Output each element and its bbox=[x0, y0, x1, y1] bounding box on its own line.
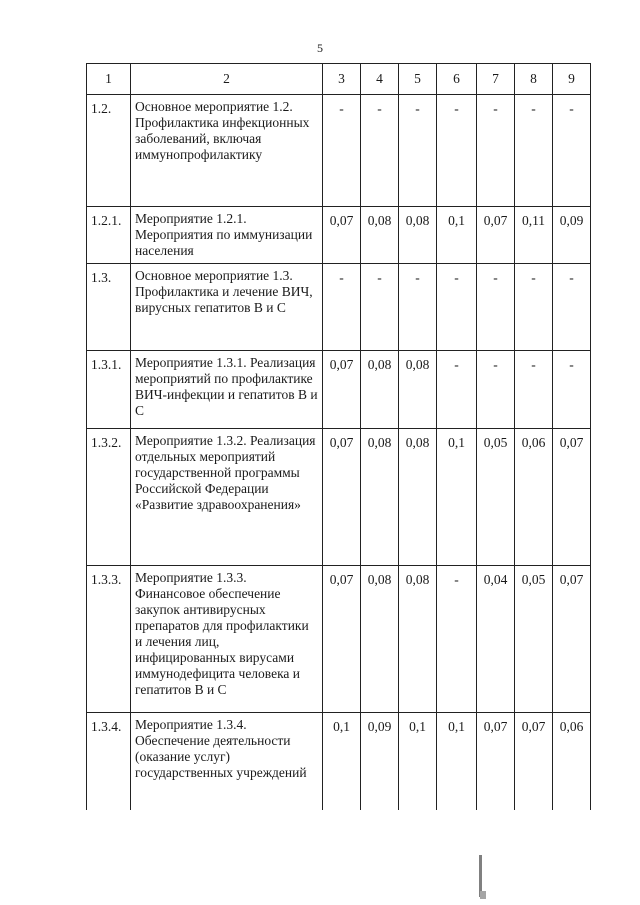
value-cell-col7: 0,07 bbox=[477, 713, 515, 810]
value-cell-col3: - bbox=[323, 95, 361, 207]
value-cell-col9: 0,07 bbox=[553, 429, 591, 566]
table-row bbox=[87, 566, 591, 713]
value-cell-col5: 0,08 bbox=[399, 207, 437, 264]
value-cell-col3: - bbox=[323, 264, 361, 351]
header-cell-7: 7 bbox=[477, 64, 515, 95]
row-description-cell: Мероприятие 1.3.2. Реализация отдельных мероприятий государственной программы Российской Федерации «Развитие здравоохранения» bbox=[131, 429, 323, 566]
value-cell-col4: 0,08 bbox=[361, 566, 399, 713]
value-cell-col9: - bbox=[553, 264, 591, 351]
header-cell-9: 9 bbox=[553, 64, 591, 95]
value-cell-col4: 0,08 bbox=[361, 207, 399, 264]
value-cell-col8: - bbox=[515, 95, 553, 207]
value-cell-col6: 0,1 bbox=[437, 429, 477, 566]
row-number-cell: 1.2.1. bbox=[87, 207, 131, 264]
value-cell-col6: - bbox=[437, 566, 477, 713]
row-number-cell: 1.2. bbox=[87, 95, 131, 207]
row-description-cell: Мероприятие 1.3.4. Обеспечение деятельности (оказание услуг) государственных учреждений bbox=[131, 713, 323, 810]
table-row bbox=[87, 351, 591, 429]
row-number-cell: 1.3.3. bbox=[87, 566, 131, 713]
value-cell-col6: - bbox=[437, 264, 477, 351]
value-cell-col9: - bbox=[553, 351, 591, 429]
value-cell-col8: 0,06 bbox=[515, 429, 553, 566]
header-cell-6: 6 bbox=[437, 64, 477, 95]
value-cell-col5: 0,08 bbox=[399, 566, 437, 713]
value-cell-col4: 0,08 bbox=[361, 351, 399, 429]
value-cell-col7: - bbox=[477, 351, 515, 429]
value-cell-col7: 0,04 bbox=[477, 566, 515, 713]
value-cell-col3: 0,07 bbox=[323, 429, 361, 566]
value-cell-col9: 0,09 bbox=[553, 207, 591, 264]
header-cell-2: 2 bbox=[131, 64, 323, 95]
value-cell-col3: 0,07 bbox=[323, 351, 361, 429]
value-cell-col5: 0,08 bbox=[399, 351, 437, 429]
value-cell-col5: 0,08 bbox=[399, 429, 437, 566]
value-cell-col8: - bbox=[515, 264, 553, 351]
value-cell-col7: - bbox=[477, 95, 515, 207]
header-cell-8: 8 bbox=[515, 64, 553, 95]
value-cell-col5: - bbox=[399, 95, 437, 207]
value-cell-col6: - bbox=[437, 95, 477, 207]
row-description-cell: Мероприятие 1.3.3. Финансовое обеспечение закупок антивирусных препаратов для профилактики и лечения лиц, инфицированных вирусами иммунодефицита человека и гепатитов В и С bbox=[131, 566, 323, 713]
table-row bbox=[87, 713, 591, 810]
value-cell-col3: 0,07 bbox=[323, 207, 361, 264]
value-cell-col8: 0,11 bbox=[515, 207, 553, 264]
row-number-cell: 1.3.1. bbox=[87, 351, 131, 429]
value-cell-col7: 0,05 bbox=[477, 429, 515, 566]
row-number-cell: 1.3.4. bbox=[87, 713, 131, 810]
row-number-cell: 1.3. bbox=[87, 264, 131, 351]
value-cell-col4: - bbox=[361, 95, 399, 207]
row-description-cell: Основное мероприятие 1.2. Профилактика инфекционных заболеваний, включая иммунопрофилактику bbox=[131, 95, 323, 207]
page-number: 5 bbox=[317, 41, 323, 55]
table-row bbox=[87, 264, 591, 351]
value-cell-col4: 0,08 bbox=[361, 429, 399, 566]
stamp-mark bbox=[479, 855, 482, 897]
header-cell-3: 3 bbox=[323, 64, 361, 95]
row-number-cell: 1.3.2. bbox=[87, 429, 131, 566]
value-cell-col3: 0,1 bbox=[323, 713, 361, 810]
value-cell-col8: - bbox=[515, 351, 553, 429]
value-cell-col6: 0,1 bbox=[437, 713, 477, 810]
value-cell-col9: - bbox=[553, 95, 591, 207]
program-table bbox=[86, 63, 591, 810]
row-description-cell: Мероприятие 1.3.1. Реализация мероприятий по профилактике ВИЧ-инфекции и гепатитов В и С bbox=[131, 351, 323, 429]
row-description-cell: Основное мероприятие 1.3. Профилактика и лечение ВИЧ, вирусных гепатитов В и С bbox=[131, 264, 323, 351]
table-row bbox=[87, 95, 591, 207]
value-cell-col6: - bbox=[437, 351, 477, 429]
value-cell-col4: - bbox=[361, 264, 399, 351]
value-cell-col6: 0,1 bbox=[437, 207, 477, 264]
table-row bbox=[87, 429, 591, 566]
value-cell-col5: - bbox=[399, 264, 437, 351]
value-cell-col3: 0,07 bbox=[323, 566, 361, 713]
header-cell-1: 1 bbox=[87, 64, 131, 95]
value-cell-col4: 0,09 bbox=[361, 713, 399, 810]
header-cell-5: 5 bbox=[399, 64, 437, 95]
value-cell-col8: 0,07 bbox=[515, 713, 553, 810]
table-header-row bbox=[87, 64, 591, 95]
table-row bbox=[87, 207, 591, 264]
value-cell-col9: 0,07 bbox=[553, 566, 591, 713]
value-cell-col7: 0,07 bbox=[477, 207, 515, 264]
header-cell-4: 4 bbox=[361, 64, 399, 95]
value-cell-col5: 0,1 bbox=[399, 713, 437, 810]
value-cell-col7: - bbox=[477, 264, 515, 351]
row-description-cell: Мероприятие 1.2.1. Мероприятия по иммунизации населения bbox=[131, 207, 323, 264]
value-cell-col8: 0,05 bbox=[515, 566, 553, 713]
value-cell-col9: 0,06 bbox=[553, 713, 591, 810]
